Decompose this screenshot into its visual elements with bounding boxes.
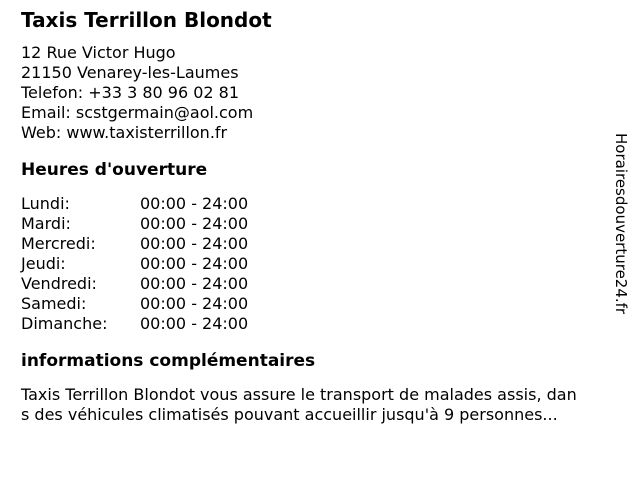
- day-label: Lundi:: [21, 194, 70, 213]
- hours-row: [21, 294, 640, 314]
- hours-table: [21, 194, 640, 334]
- day-label: Jeudi:: [21, 254, 66, 273]
- hours-row: [21, 214, 640, 234]
- hours-row: [21, 274, 640, 294]
- time-value: 00:00 - 24:00: [140, 234, 249, 253]
- hours-row: [21, 254, 640, 274]
- contact-line: Email: scstgermain@aol.com: [21, 103, 254, 122]
- hours-row: [21, 234, 640, 254]
- page-title: Taxis Terrillon Blondot: [21, 8, 272, 32]
- contact-block: [21, 43, 640, 143]
- time-value: 00:00 - 24:00: [140, 214, 249, 233]
- contact-line: Web: www.taxisterrillon.fr: [21, 123, 228, 142]
- day-label: Dimanche:: [21, 314, 108, 333]
- contact-line: Telefon: +33 3 80 96 02 81: [21, 83, 240, 102]
- contact-line: 12 Rue Victor Hugo: [21, 43, 176, 62]
- hours-row: [21, 194, 640, 214]
- time-value: 00:00 - 24:00: [140, 274, 249, 293]
- time-value: 00:00 - 24:00: [140, 314, 249, 333]
- hours-row: [21, 314, 640, 334]
- hours-heading: Heures d'ouverture: [21, 160, 208, 180]
- info-text: [21, 385, 640, 425]
- info-heading: informations complémentaires: [21, 351, 316, 371]
- time-value: 00:00 - 24:00: [140, 294, 249, 313]
- time-value: 00:00 - 24:00: [140, 194, 249, 213]
- contact-line: 21150 Venarey-les-Laumes: [21, 63, 239, 82]
- time-value: 00:00 - 24:00: [140, 254, 249, 273]
- day-label: Vendredi:: [21, 274, 97, 293]
- day-label: Mardi:: [21, 214, 71, 233]
- info-line: Taxis Terrillon Blondot vous assure le transport de malades assis, dan: [21, 385, 577, 404]
- watermark-horairesdouverture24: Horairesdouverture24.fr: [612, 133, 630, 315]
- info-line: s des véhicules climatisés pouvant accueillir jusqu'à 9 personnes...: [21, 405, 558, 424]
- day-label: Mercredi:: [21, 234, 96, 253]
- day-label: Samedi:: [21, 294, 87, 313]
